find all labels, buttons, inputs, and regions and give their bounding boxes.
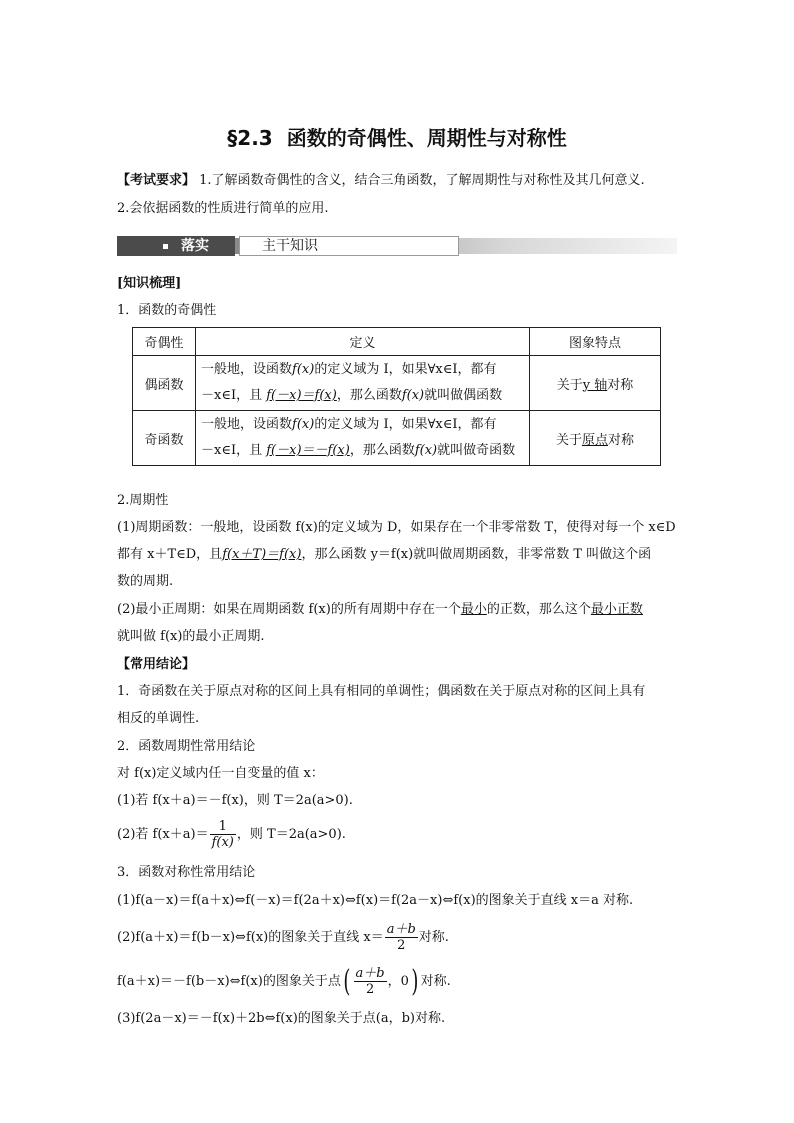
conclusion-2-item-2: (2)若 f(x＋a)＝ $\frac{1}{f(x)}$ ，则 T＝2a(a>0).: [117, 819, 346, 850]
conclusion-2-heading: 2．函数周期性常用结论: [117, 739, 256, 754]
column-header: 定义: [196, 328, 530, 356]
parity-table: [132, 327, 661, 466]
fraction: $\frac{a+b}{2}$: [355, 966, 385, 997]
periodicity-heading: 2.周期性: [117, 493, 169, 508]
row-feature: 关于y 轴对称: [530, 356, 661, 411]
conclusions-tag: 【常用结论】: [117, 657, 196, 672]
conclusion-3-item-3: f(a＋x)＝－f(b－x)⇔f(x)的图象关于点( $\frac{a+b}{2}$ ，0) 对称.: [117, 963, 451, 999]
knowledge-heading: [知识梳理]: [117, 276, 182, 291]
periodicity-p2-line1: (2)最小正周期：如果在周期函数 f(x)的所有周期中存在一个最小的正数，那么这个最小正数: [117, 602, 643, 617]
parity-heading: 1．函数的奇偶性: [117, 303, 217, 318]
page-title: [0, 122, 794, 151]
fraction: $\frac{1}{f(x)}$: [211, 819, 234, 850]
conclusion-3-item-4: (3)f(2a－x)＝－f(x)＋2b⇔f(x)的图象关于点(a，b)对称.: [117, 1011, 446, 1026]
section-banner: [117, 236, 677, 256]
section-title: 函数的奇偶性、周期性与对称性: [286, 126, 567, 150]
table-row: [133, 356, 661, 411]
periodicity-p2-line2: 就叫做 f(x)的最小正周期.: [117, 629, 265, 644]
column-header: 奇偶性: [133, 328, 196, 356]
table-row: [133, 411, 661, 466]
conclusion-2-intro: 对 f(x)定义域内任一自变量的值 x：: [117, 766, 324, 781]
periodicity-p1-line3: 数的周期.: [117, 574, 174, 589]
requirements-line-2: 2.会依据函数的性质进行简单的应用.: [117, 201, 329, 216]
row-definition: 一般地，设函数f(x)的定义域为 I，如果∀x∈I，都有 －x∈I，且 f(－x)＝f(x)，那么函数f(x)就叫做偶函数: [196, 356, 530, 411]
square-bullet-icon: [163, 244, 168, 249]
requirements-tag: 【考试要求】: [117, 173, 196, 188]
periodicity-p1-line2: 都有 x＋T∈D，且f(x＋T)＝f(x)，那么函数 y＝f(x)就叫做周期函数，非零常数 T 叫做这个函: [117, 547, 652, 562]
row-feature: 关于原点对称: [530, 411, 661, 466]
conclusion-1-line1: 1．奇函数在关于原点对称的区间上具有相同的单调性；偶函数在关于原点对称的区间上具有: [117, 684, 646, 699]
fraction: $\frac{a+b}{2}$: [386, 922, 416, 953]
requirements-text-1: 1.了解函数奇偶性的含义，结合三角函数，了解周期性与对称性及其几何意义.: [199, 173, 645, 188]
banner-light-label: 主干知识: [239, 236, 459, 256]
column-header: 图象特点: [530, 328, 661, 356]
section-number: §2.3: [227, 126, 273, 150]
left-paren: (: [343, 963, 351, 999]
conclusion-1-line2: 相反的单调性.: [117, 711, 200, 726]
right-paren: ): [411, 963, 419, 999]
row-definition: 一般地，设函数f(x)的定义域为 I，如果∀x∈I，都有 －x∈I，且 f(－x)＝－f(x)，那么函数f(x)就叫做奇函数: [196, 411, 530, 466]
banner-dark-label: 落实: [117, 236, 235, 256]
conclusion-3-item-1: (1)f(a－x)＝f(a＋x)⇔f(－x)＝f(2a＋x)⇔f(x)＝f(2a－x)⇔f(x)的图象关于直线 x＝a 对称.: [117, 893, 634, 908]
row-name: 偶函数: [133, 356, 196, 411]
conclusion-3-heading: 3．函数对称性常用结论: [117, 865, 256, 880]
conclusion-3-item-2: (2)f(a＋x)＝f(b－x)⇔f(x)的图象关于直线 x＝ $\frac{a+b}{2}$ 对称.: [117, 922, 449, 953]
requirements-line-1: [117, 172, 645, 190]
conclusion-2-item-1: (1)若 f(x＋a)＝－f(x)，则 T＝2a(a>0).: [117, 793, 353, 808]
periodicity-p1-line1: (1)周期函数：一般地，设函数 f(x)的定义域为 D，如果存在一个非零常数 T，使得对每一个 x∈D: [117, 520, 676, 535]
row-name: 奇函数: [133, 411, 196, 466]
table-header-row: [133, 328, 661, 356]
